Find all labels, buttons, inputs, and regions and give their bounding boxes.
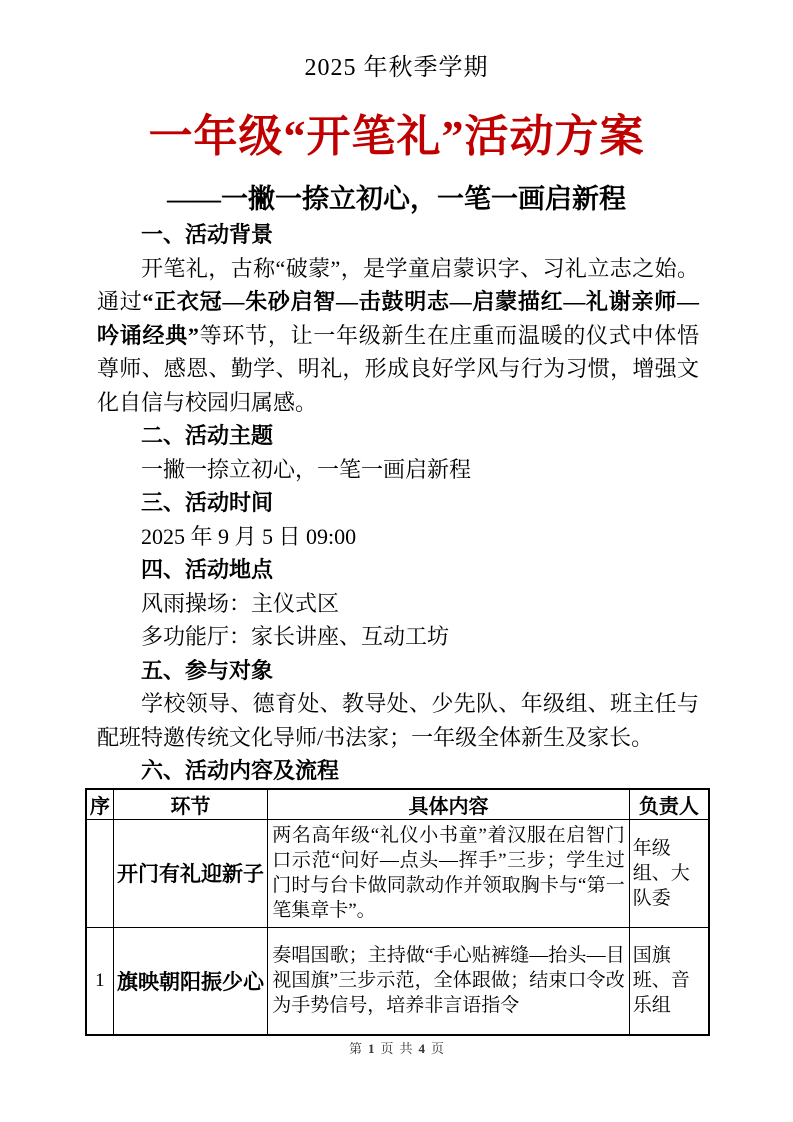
theme-line: 一撇一捺立初心，一笔一画启新程: [141, 456, 472, 482]
row-stage: 开门有礼迎新子: [113, 819, 267, 927]
term-header: 2025 年秋季学期: [304, 55, 489, 81]
footer-text: 共: [399, 1041, 413, 1056]
table-header-owner: 负责人: [629, 789, 709, 820]
section-heading-theme: 二、活动主题: [141, 423, 274, 448]
row-owner: 国旗班、音乐组: [629, 927, 709, 1035]
row-content: 奏唱国歌；主持做“手心贴裤缝—抬头—目视国旗”三步示范，全体跟做；结束口令改为手势信号，培养非言语指令: [268, 927, 629, 1035]
table-row: [86, 819, 709, 927]
table-header-no: 序: [86, 789, 113, 820]
table-header-content: 具体内容: [268, 789, 629, 820]
footer-text: 第: [348, 1041, 362, 1056]
table-header-stage: 环节: [113, 789, 267, 820]
background-text-bold: “正衣冠—朱砂启智—击鼓明志—启蒙描红—礼谢亲师—吟诵经典”: [97, 289, 699, 348]
location-line-1: 风雨操场：主仪式区: [141, 590, 340, 616]
background-text-2: 等环节，让一年级新生在庄重而温暖的仪式中体悟尊师、感恩、勤学、明礼，形成良好学风与行为习惯，增强文化自信与校园归属感。: [97, 322, 699, 415]
row-no: [86, 819, 113, 927]
row-no: 1: [86, 927, 113, 1035]
activity-flow-table: [85, 788, 710, 1037]
background-paragraph: [97, 252, 699, 420]
footer-current-page: 1: [367, 1041, 375, 1056]
table-header-row: [86, 789, 709, 820]
time-line: 2025 年 9 月 5 日 09:00: [141, 523, 357, 549]
row-owner: 年级组、大队委: [629, 819, 709, 927]
footer-text: 页: [431, 1041, 445, 1056]
participants-paragraph: 学校领导、德育处、教导处、少先队、年级组、班主任与配班特邀传统文化导师/书法家；一年级全体新生及家长。: [97, 691, 699, 750]
table-row: [86, 927, 709, 1035]
section-heading-participants: 五、参与对象: [141, 657, 274, 683]
section-heading-background: 一、活动背景: [141, 222, 274, 247]
section-heading-location: 四、活动地点: [141, 557, 274, 582]
section-heading-process: 六、活动内容及流程: [141, 758, 340, 783]
section-heading-time: 三、活动时间: [141, 490, 274, 515]
row-content: 两名高年级“礼仪小书童”着汉服在启智门口示范“问好—点头—挥手”三步；学生过门时与台卡做同款动作并领取胸卡与“第一笔集章卡”。: [268, 819, 629, 927]
document-body: [97, 218, 699, 788]
footer-text: 页: [380, 1041, 394, 1056]
page-title: 一年级“开笔礼”活动方案: [148, 112, 645, 161]
page-number: [0, 1038, 793, 1057]
location-line-2: 多功能厅：家长讲座、互动工坊: [141, 624, 450, 649]
footer-total-pages: 4: [418, 1041, 426, 1056]
page-subtitle: ——一撇一捺立初心，一笔一画启新程: [167, 184, 626, 214]
row-stage: 旗映朝阳振少心: [113, 927, 267, 1035]
background-text-1: 开笔礼，古称“破蒙”，是学童启蒙识字、习礼立志之始。通过: [97, 255, 699, 314]
